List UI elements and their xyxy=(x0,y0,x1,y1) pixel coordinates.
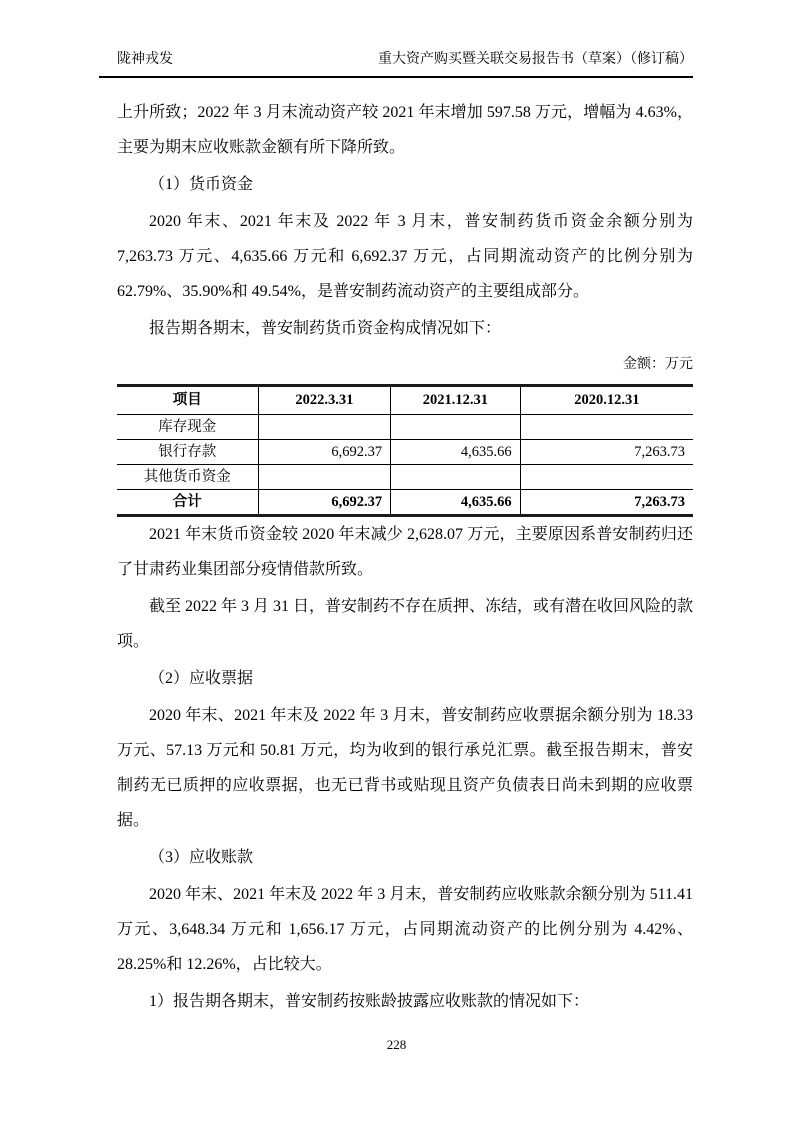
running-header xyxy=(99,50,693,78)
section-heading-monetary-funds: （1）货币资金 xyxy=(149,176,254,193)
table-cell: 6,692.37 xyxy=(258,490,390,516)
table-row-total xyxy=(117,490,693,516)
section-heading-notes-receivable: （2）应收票据 xyxy=(149,670,254,687)
page-number: 228 xyxy=(386,1037,407,1052)
table-header-row xyxy=(117,386,693,415)
paragraph-accounts-receivable: 2020 年末、2021 年末及 2022 年 3 月末，普安制药应收账款余额分别为 511.41 万元、3,648.34 万元和 1,656.17 万元，占同期流动资产的比例分别为 4.42%、28.25%和 12.26%，占比较大。 xyxy=(117,886,693,973)
monetary-funds-table xyxy=(117,384,693,517)
paragraph-table-lead-in: 报告期各期末，普安制药货币资金构成情况如下： xyxy=(149,320,502,337)
table-cell: 4,635.66 xyxy=(391,490,521,516)
table-header-2020-12-31: 2020.12.31 xyxy=(520,386,693,415)
paragraph-intro: 上升所致；2022 年 3 月末流动资产较 2021 年末增加 597.58 万元，增幅为 4.63%，主要为期末应收账款金额有所下降所致。 xyxy=(117,104,693,156)
table-row-other-monetary-funds xyxy=(117,465,693,490)
section-heading-accounts-receivable: （3）应收账款 xyxy=(149,849,254,866)
paragraph-no-pledge-freeze: 截至 2022 年 3 月 31 日，普安制药不存在质押、冻结，或有潜在收回风险的款项。 xyxy=(117,598,694,650)
table-header-2022-03-31: 2022.3.31 xyxy=(258,386,390,415)
table-cell xyxy=(520,465,693,490)
header-company-name: 陇神戎发 xyxy=(117,52,173,67)
table-cell xyxy=(258,415,390,440)
table-header-item: 项目 xyxy=(117,386,258,415)
document-body xyxy=(117,95,693,1019)
table-cell: 4,635.66 xyxy=(391,440,521,465)
table-cell: 其他货币资金 xyxy=(117,465,258,490)
table-cell: 合计 xyxy=(117,490,258,516)
table-cell: 7,263.73 xyxy=(520,440,693,465)
paragraph-aging-lead-in: 1）报告期各期末，普安制药按账龄披露应收账款的情况如下： xyxy=(149,993,590,1010)
header-report-title: 重大资产购买暨关联交易报告书（草案）（修订稿） xyxy=(378,52,693,67)
table-cell xyxy=(391,465,521,490)
page-footer xyxy=(0,1037,793,1052)
table-cell xyxy=(391,415,521,440)
table-cell: 库存现金 xyxy=(117,415,258,440)
table-unit-label: 金额：万元 xyxy=(623,357,693,372)
table-cell xyxy=(520,415,693,440)
table-row-cash-on-hand xyxy=(117,415,693,440)
paragraph-funds-decrease-reason: 2021 年末货币资金较 2020 年末减少 2,628.07 万元，主要原因系普安制药归还了甘肃药业集团部分疫情借款所致。 xyxy=(117,526,693,578)
table-cell xyxy=(258,465,390,490)
table-cell: 6,692.37 xyxy=(258,440,390,465)
table-cell: 7,263.73 xyxy=(634,494,685,510)
table-header-2021-12-31: 2021.12.31 xyxy=(391,386,521,415)
table-row-bank-deposits xyxy=(117,440,693,465)
paragraph-monetary-funds-balance: 2020 年末、2021 年末及 2022 年 3 月末，普安制药货币资金余额分别为 7,263.73 万元、4,635.66 万元和 6,692.37 万元，占同期流动资产的比例分别为 62.79%、35.90%和 49.54%，是普安制药流动资产的主要组成部分。 xyxy=(117,213,693,300)
paragraph-notes-receivable: 2020 年末、2021 年末及 2022 年 3 月末，普安制药应收票据余额分别为 18.33 万元、57.13 万元和 50.81 万元，均为收到的银行承兑汇票。截至报告期末，普安制药无已质押的应收票据，也无已背书或贴现且资产负债表日尚未到期的应收票据。 xyxy=(117,707,693,829)
table-cell: 银行存款 xyxy=(117,440,258,465)
